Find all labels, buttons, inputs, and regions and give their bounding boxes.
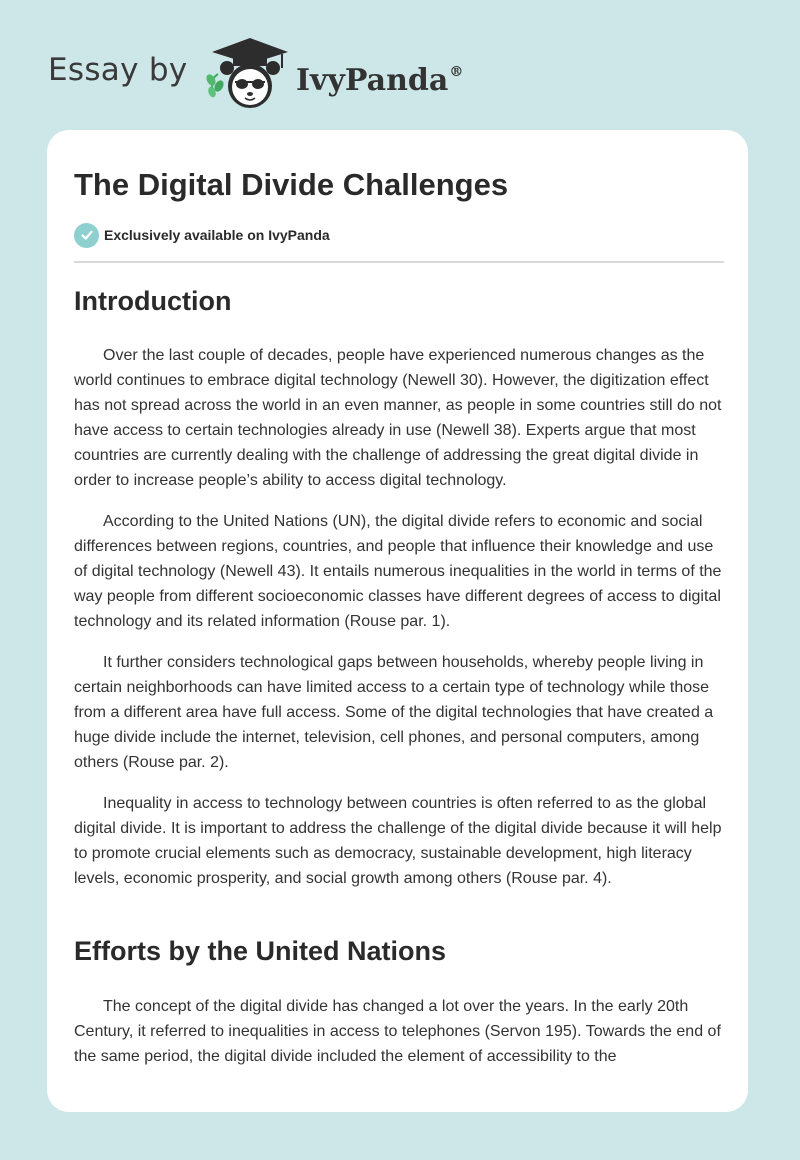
paragraph: Over the last couple of decades, people have experienced numerous changes as the world continues to embrace digital technology (Newell 30). However, the digitization effect has not spread across the world in an even manner, as people in some countries still do not have access to certain technologies already in use (Newell 38). Experts argue that most countries are currently dealing with the challenge of addressing the great digital divide in order to increase people’s ability to access digital technology.: [74, 347, 722, 489]
section-heading-efforts: Efforts by the United Nations: [74, 936, 447, 966]
exclusive-badge-text: Exclusively available on IvyPanda: [104, 227, 330, 243]
brand-name[interactable]: [296, 53, 463, 100]
paragraph: According to the United Nations (UN), the digital divide refers to economic and social differences between regions, countries, and people that influence their knowledge and use of digital technology (Newell 43). It entails numerous inequalities in the world in terms of the way people from different socioeconomic classes have different degrees of access to digital technology and its related information (Rouse par. 1).: [74, 513, 722, 630]
divider: [74, 261, 724, 263]
essay-by-label: Essay by: [48, 52, 188, 88]
essay-card: [47, 130, 748, 1112]
page-title: The Digital Divide Challenges: [74, 167, 509, 202]
site-header: [0, 0, 800, 130]
paragraph: The concept of the digital divide has changed a lot over the years. In the early 20th Century, it referred to inequalities in access to telephones (Servon 195). Towards the end of the same period, the digital divide included the element of accessibility to the: [74, 998, 721, 1065]
paragraph: Inequality in access to technology between countries is often referred to as the global digital divide. It is important to address the challenge of the digital divide because it will help to promote crucial elements such as democracy, sustainable development, high literacy levels, economic prosperity, and social growth among others (Rouse par. 4).: [74, 795, 722, 887]
exclusive-badge: [74, 222, 330, 248]
panda-graduate-logo-icon[interactable]: [200, 34, 292, 110]
paragraph: It further considers technological gaps between households, whereby people living in certain neighborhoods can have limited access to a certain type of technology while those from a different area have full access. Some of the digital technologies that have created a huge divide include the internet, television, cell phones, and personal computers, among others (Rouse par. 2).: [74, 654, 714, 771]
brand-text: IvyPanda: [296, 63, 449, 98]
check-icon: [74, 223, 99, 248]
registered-mark: ®: [449, 64, 464, 80]
section-heading-introduction: Introduction: [74, 286, 232, 316]
